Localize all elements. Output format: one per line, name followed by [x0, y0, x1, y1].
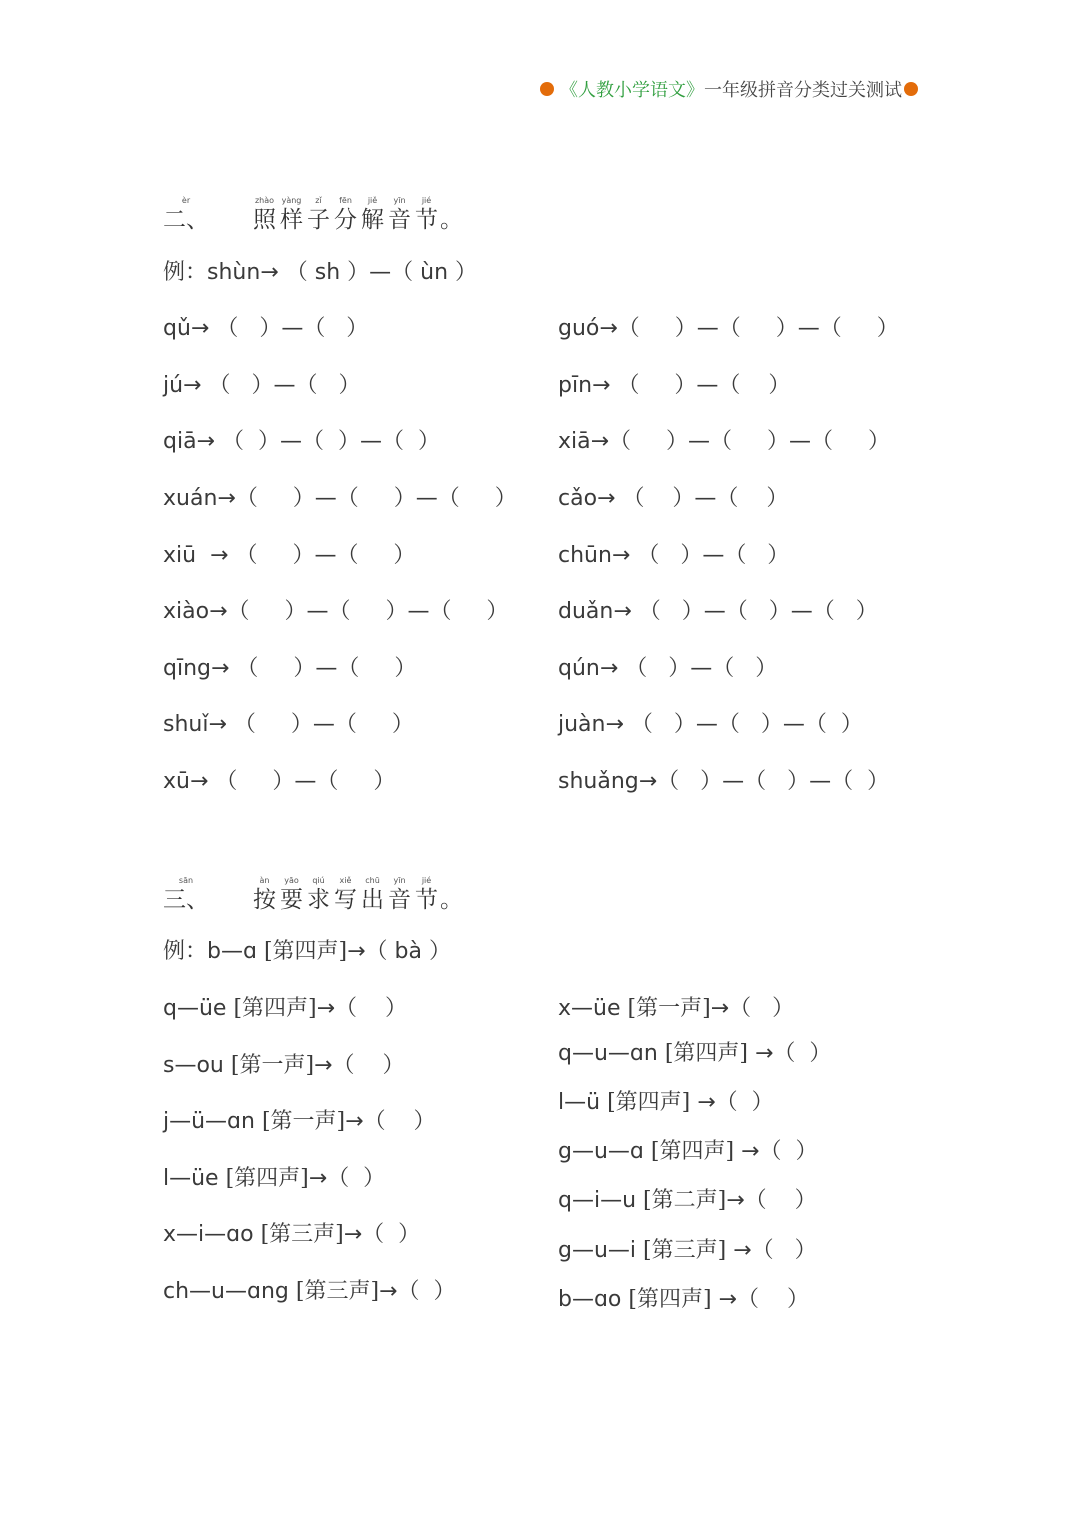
- exercise-item[interactable]: guó→（ ）—（ ）—（ ）: [558, 316, 899, 341]
- exercise-item[interactable]: ch—u—ɑng [第三声]→（ ）: [163, 1279, 456, 1304]
- exercise-item[interactable]: pīn→ （ ）—（ ）: [558, 373, 791, 398]
- exercise-item[interactable]: s—ou [第一声]→（ ）: [163, 1053, 405, 1078]
- exercise-item[interactable]: q—u—ɑn [第四声] →（ ）: [558, 1041, 832, 1066]
- exercise-item[interactable]: shuǐ→ （ ）—（ ）: [163, 712, 414, 737]
- exercise-item[interactable]: l—ü [第四声] →（ ）: [558, 1090, 774, 1115]
- exercise-item[interactable]: xiā→（ ）—（ ）—（ ）: [558, 429, 890, 454]
- exercise-item[interactable]: x—i—ɑo [第三声]→（ ）: [163, 1222, 421, 1247]
- section-2-title: èr 二、 zhào 照 yàng 样 zǐ 子 fēn 分 jiě 解 yīn 音 jié 节 。: [163, 196, 463, 233]
- exercise-item[interactable]: b—ɑo [第四声] →（ ）: [558, 1287, 809, 1312]
- exercise-item[interactable]: qún→ （ ）—（ ）: [558, 656, 778, 681]
- section-number: èr 二、: [163, 196, 209, 233]
- exercise-item[interactable]: qǔ→ （ ）—（ ）: [163, 316, 369, 341]
- exercise-item[interactable]: q—üe [第四声]→（ ）: [163, 996, 408, 1021]
- section-instruction: àn 按 yāo 要 qiú 求 xiě 写 chū 出 yīn 音 jié 节: [253, 876, 438, 913]
- exercise-item[interactable]: chūn→ （ ）—（ ）: [558, 543, 790, 568]
- example-line: 例：shùn→ （ sh ）—（ ùn ）: [163, 260, 477, 285]
- exercise-item[interactable]: xiū → （ ）—（ ）: [163, 543, 416, 568]
- exercise-item[interactable]: l—üe [第四声]→（ ）: [163, 1166, 386, 1191]
- exercise-item[interactable]: j—ü—ɑn [第一声]→（ ）: [163, 1109, 436, 1134]
- header-book-title: 《人教小学语文》: [560, 80, 704, 101]
- exercise-item[interactable]: g—u—ɑ [第四声] →（ ）: [558, 1139, 818, 1164]
- exercise-item[interactable]: cǎo→ （ ）—（ ）: [558, 486, 789, 511]
- page-header: [540, 76, 918, 102]
- example-line: 例：b—ɑ [第四声]→（ bà ）: [163, 939, 451, 964]
- orange-dot-icon: [540, 82, 554, 96]
- exercise-item[interactable]: xiào→（ ）—（ ）—（ ）: [163, 599, 509, 624]
- exercise-item[interactable]: qiā→ （ ）—（ ）—（ ）: [163, 429, 440, 454]
- exercise-item[interactable]: g—u—i [第三声] →（ ）: [558, 1238, 817, 1263]
- exercise-item[interactable]: qīng→ （ ）—（ ）: [163, 656, 417, 681]
- section-3-title: sān 三、 àn 按 yāo 要 qiú 求 xiě 写 chū 出 yīn 音 jié 节 。: [163, 876, 463, 913]
- exercise-item[interactable]: duǎn→ （ ）—（ ）—（ ）: [558, 599, 878, 624]
- exercise-item[interactable]: shuǎng→（ ）—（ ）—（ ）: [558, 769, 890, 794]
- section-number: sān 三、: [163, 876, 209, 913]
- exercise-item[interactable]: xū→ （ ）—（ ）: [163, 769, 396, 794]
- section-instruction: zhào 照 yàng 样 zǐ 子 fēn 分 jiě 解 yīn 音 jié 节: [253, 196, 438, 233]
- exercise-item[interactable]: juàn→ （ ）—（ ）—（ ）: [558, 712, 863, 737]
- exercise-item[interactable]: jú→ （ ）—（ ）: [163, 373, 361, 398]
- orange-dot-icon: [904, 82, 918, 96]
- header-test-title: 一年级拼音分类过关测试: [704, 80, 902, 101]
- exercise-item[interactable]: x—üe [第一声]→（ ）: [558, 996, 795, 1021]
- exercise-item[interactable]: xuán→（ ）—（ ）—（ ）: [163, 486, 517, 511]
- exercise-item[interactable]: q—i—u [第二声]→（ ）: [558, 1188, 817, 1213]
